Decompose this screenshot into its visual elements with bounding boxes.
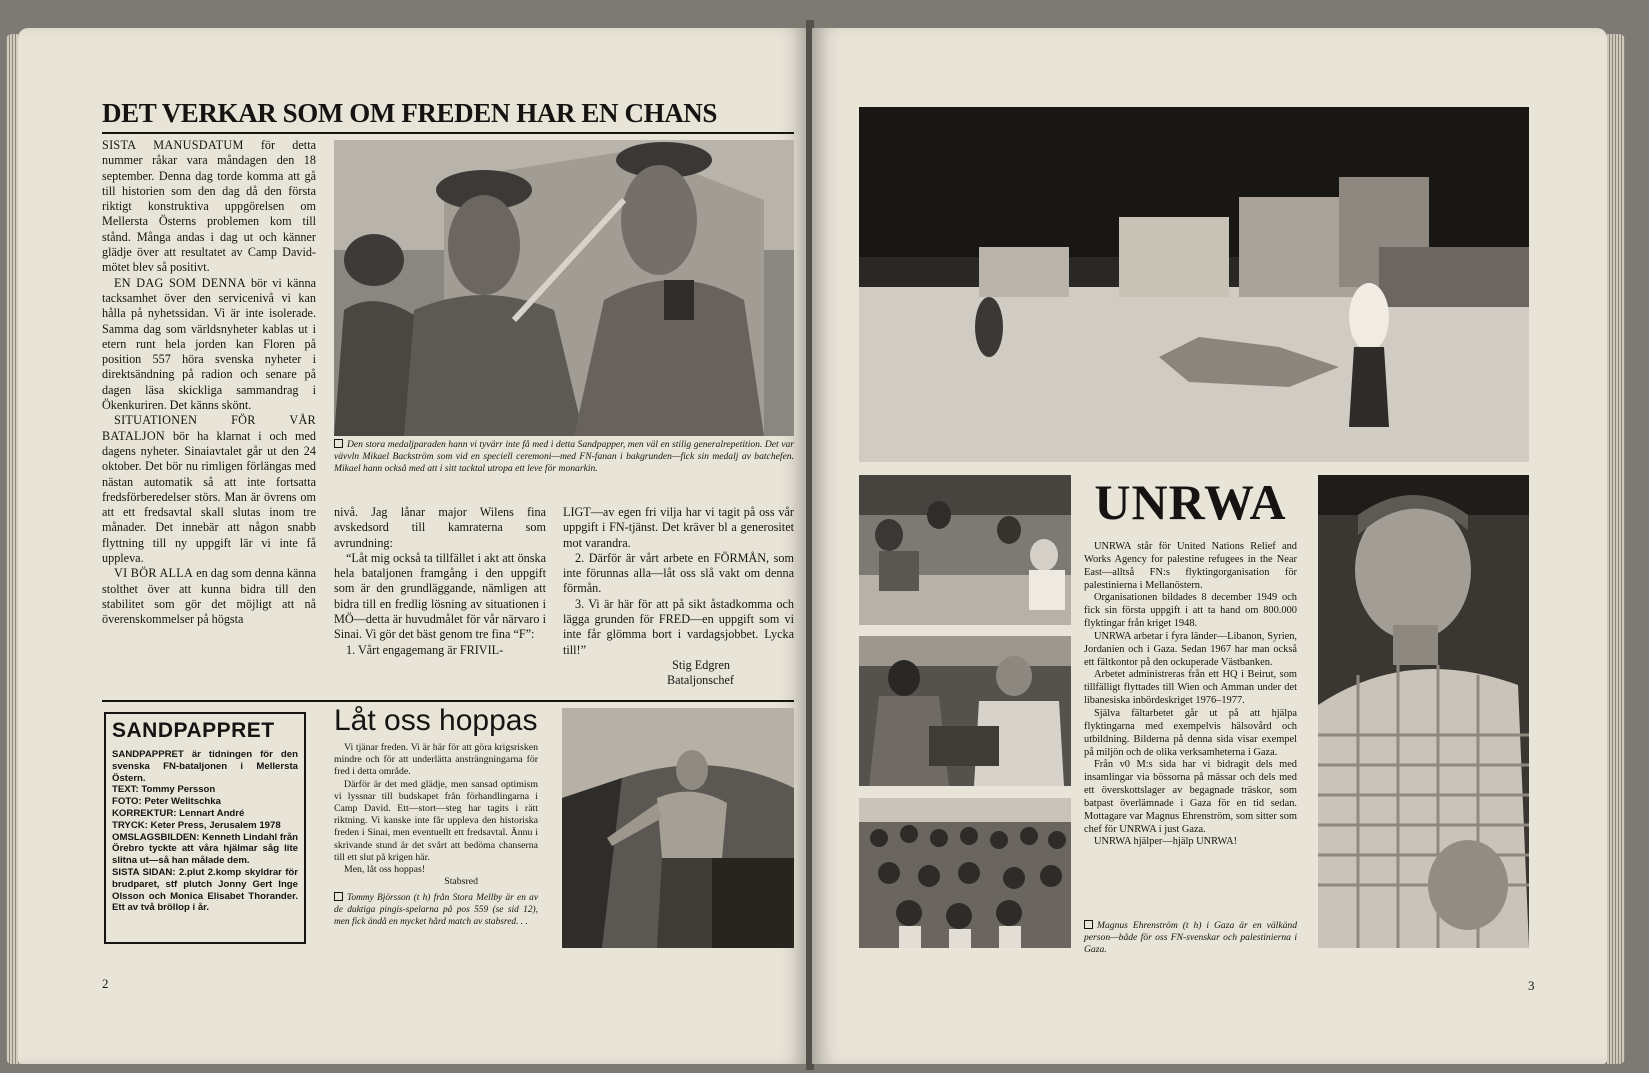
hoppas-paragraph: Vi tjänar freden. Vi är här för att göra krigsrisken mindre och för att underlätta ansträngningarna för fred i detta område. [334,742,538,778]
colophon-title: SANDPAPPRET [112,719,275,742]
colophon-line: TEXT: Tommy Persson [112,784,216,796]
unrwa-paragraph: Från v0 M:s sida har vi bidragit dels med insamlingar via bössorna på mässar och dels med ett överskottslager av begagnade träskor, som batpast överlämnade i Gaza för en tid sedan. Mottagare var Magnus Ehrenström, som sitter som chef för UNRWA i just Gaza. [1084,759,1297,835]
colophon-box [104,712,306,944]
article-paragraph: LIGT—av egen fri vilja har vi tagit på oss vår uppgift i FN-tjänst. Det kräver bl a generositet mot varandra. [563,505,794,550]
magnus-ehrenstrom-portrait [1318,475,1529,948]
hoppas-title: Låt oss hoppas [334,704,538,737]
caption-box-icon [1084,920,1093,929]
article-paragraph: EN DAG SOM DENNA bör vi känna tacksamhet över den servicenivå vi kan hålla på nyhetssidan. Vi är inte isolerade. Samma dag som världsnyheter kablas ut i etern runt hela jorden kan Floren på position 557 höra svenska nyheter i direktsändning på radion och senare på dagen läsa skickliga sammandrag i Ökenkuriren. Det känns skönt. [102,275,316,413]
article-paragraph: 1. Vårt engagemang är FRIVIL- [346,642,504,657]
pingis-caption: Tommy Björsson (t h) från Stora Mellby är en av de duktiga pingis-spelarna på pos 559 (se sid 12), men fick ändå en mycket hård match av stabsred. . . [334,893,538,927]
article-paragraph: 2. Därför är vårt arbete en FÖRMÅN, som inte förunnas alla—låt oss slå vakt om denna förmån. [563,550,794,596]
colophon-text [112,749,298,914]
article-paragraph: VI BÖR ALLA en dag som denna känna stolthet över att kunna bidra till den stabilitet som gör det möjligt att nå överenskommelser på högsta [102,566,316,627]
signature-title: Bataljonschef [666,673,734,688]
pingis-player-photo [562,708,794,948]
unrwa-text [1084,541,1297,849]
medal-photo-caption: Den stora medaljparaden hann vi tyvärr inte få med i detta Sandpapper, men väl en stilig generalrepetition. Det var vävvln Mikael Backström som vid en speciell ceremoni—med FN-fanan i bakgrunden—fick sin medalj av batchefen. Mikael hann också med att i sitt tacktal utropa ett leve för monarkin. [334,439,794,474]
left-page [18,28,808,1064]
unrwa-title: UNRWA [1094,474,1287,530]
unrwa-paragraph: Organisationen bildades 8 december 1949 och fick sin första uppgift i att ta hand om 800.000 flyktingar från kriget 1948. [1084,592,1297,630]
caption-box-icon [334,892,343,901]
hoppas-text [334,742,538,928]
portrait-caption: Magnus Ehrenström (t h) i Gaza är en välkänd person—både för oss FN-svenskar och palestinierna i Gaza. [1084,920,1297,955]
signature-name: Stig Edgren [672,657,730,672]
colophon-line: OMSLAGSBILDEN: Kenneth Lindahl från Örebro tyckte att våra hjälmar såg lite slitna ut—så han målade dem. [112,831,299,867]
headline-rule [102,132,794,134]
article-paragraph: “Låt mig också ta tillfället i akt att önska hela bataljonen framgång i den uppgift som är den grundläggande, nämligen att bidra till en fredlig lösning av situationen i MÖ—detta är huvudmålet för vår närvaro i Sinai. Vi gör det bäst genom tre fina “F”: [334,550,546,642]
article-column-1 [102,138,316,628]
colophon-line: FOTO: Peter Welitschka [112,796,221,808]
page-number-left: 2 [102,976,109,991]
schoolgirls-photo [859,798,1071,948]
colophon-line: SANDPAPPRET är tidningen för den svenska FN-bataljonen i Mellersta Östern. [112,749,298,784]
article-paragraph: SITUATIONEN FÖR VÅR BATALJON bör ha klarnat i och med dagens nyheter. Sinaiavtalet går ut den 24 oktober. Det bör nu rimligen förlängas med nästan automatik så att inte fortsatta fredsförberedelser störs. Man är övrens om att ett fredsavtal skall slutas inom tre månader. Det innebär att någon snabb flyttning till ny uppgift lär vi inte få uppleva. [102,413,316,566]
section-divider [102,700,794,702]
page-number-right: 3 [1528,978,1535,993]
classroom-boys-photo [859,475,1071,625]
hoppas-paragraph: Men, låt oss hoppas! [344,864,426,876]
unrwa-paragraph: Själva fältarbetet går ut på att hjälpa flyktingarna med exempelvis hälsovård och utbildning. Bilderna på denna sida visar exempel på miljön och de olika verksamheterna i Gaza. [1084,707,1297,758]
hoppas-paragraph: Därför är det med glädje, men sansad optimism vi lyssnar till budskapet från förhandlingarna i Camp David. Ett—stort—steg har tagits i rätt riktning. Vi kanske inte får uppleva den historiska freden i Sinai, men eventuellt ett fredsavtal. Ännu i skrivande stund är det svårt att bedöma chanserna till ett slut på krigen här. [334,778,538,863]
hoppas-signature: Stabsred [444,876,478,888]
colophon-line: SISTA SIDAN: 2.plut 2.komp skyldrar för brudparet, stf plutch Jonny Gert Inge Olsson och Monica Elisabet Thorander. Ett av två bröllop i år. [112,866,298,914]
colophon-line: TRYCK: Keter Press, Jerusalem 1978 [112,819,281,831]
headline: DET VERKAR SOM OM FREDEN HAR EN CHANS [102,98,718,128]
unrwa-paragraph: UNRWA hjälper—hjälp UNRWA! [1094,836,1238,848]
unrwa-paragraph: Arbetet administreras från ett HQ i Beirut, som tillfälligt flyttades till Wien och Amman under det libanesiska inbördeskriget 1976–1977. [1084,669,1297,707]
unrwa-paragraph: UNRWA står för United Nations Relief and Works Agency for palestine refugees in the Near East—alltså FN:s flyktingorganisation för palestinierna i Mellanöstern. [1084,541,1297,591]
gaza-street-photo [859,107,1529,462]
article-paragraph: 3. Vi är här för att på sikt åstadkomma och lägga grunden för FRED—en uppgift som vi inte får glömma bort i vardagsjobbet. Lycka till!” [563,596,794,657]
article-paragraph: nivå. Jag lånar major Wilens fina avskedsord till kamraterna som avrundning: [334,505,546,550]
colophon-line: KORREKTUR: Lennart André [112,807,245,819]
right-page [812,28,1607,1064]
page-edges-right [1607,34,1625,1064]
workshop-photo [859,636,1071,786]
caption-box-icon [334,439,343,448]
article-column-3 [563,505,794,689]
article-column-2 [334,505,546,658]
medal-ceremony-photo [334,140,794,436]
unrwa-paragraph: UNRWA arbetar i fyra länder—Libanon, Syrien, Jordanien och i Gaza. Sedan 1967 har man också ett fältkontor på den ockuperade Västbanken. [1084,630,1297,668]
article-paragraph: SISTA MANUSDATUM för detta nummer råkar vara måndagen den 18 september. Denna dag torde komma att gå till historien som den dag då den första riktigt konstruktiva uppgörelsen om Mellersta Österns problemen kom till stånd. Många andas i dag ut och känner glädje över att resultatet av Camp David-mötet blev så positivt. [102,138,316,275]
